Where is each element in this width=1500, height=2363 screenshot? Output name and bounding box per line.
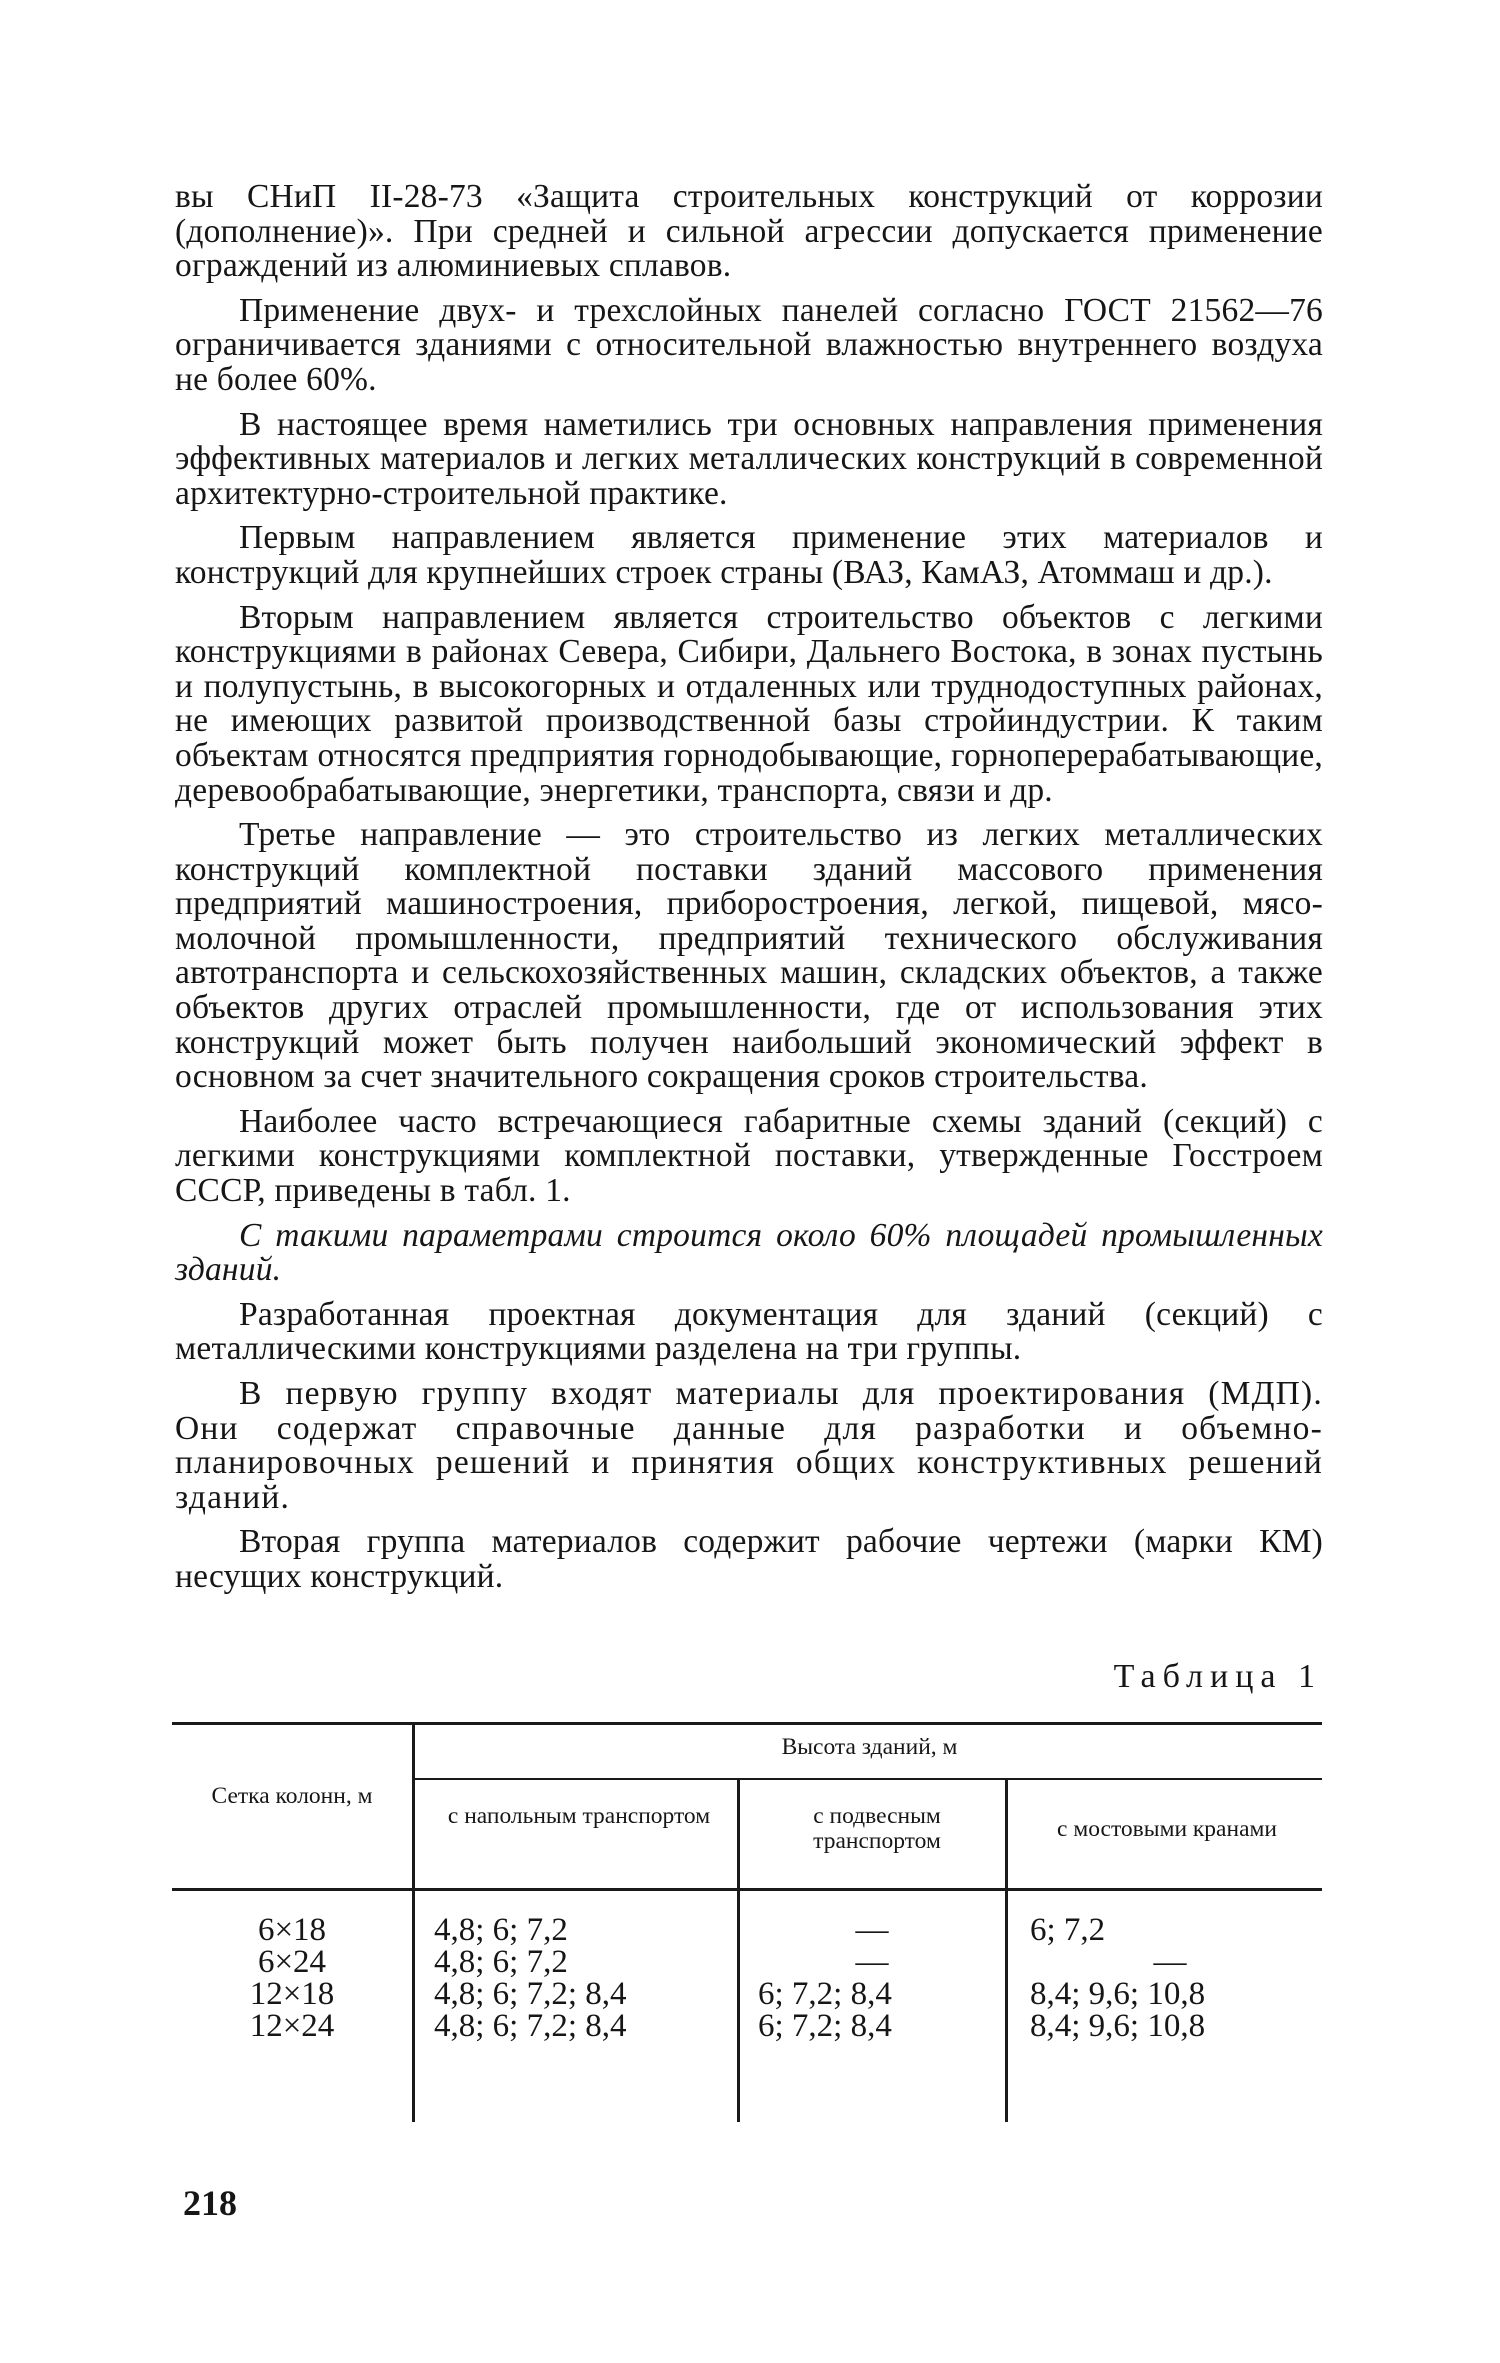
cell-floor-transport: 4,8; 6; 7,2; 8,4 <box>434 1976 627 2012</box>
paragraph: Наиболее часто встречающиеся габаритные схемы зданий (секций) с легкими конструкциями комплектной поставки, утвержденные Госстроем СССР, приведены в табл. 1. <box>175 1102 1323 1210</box>
paragraph: В настоящее время наметились три основных направления применения эффективных материалов и легких металлических конструкций в современной архитектурно-строительной практике. <box>175 405 1323 512</box>
table-header-rule <box>172 1888 1322 1891</box>
subheader-bridge-cranes: с мостовыми кранами <box>1057 1816 1277 1842</box>
cell-suspended-transport: — <box>855 1944 889 1980</box>
page-number: 218 <box>183 2183 237 2223</box>
cell-bridge-cranes: 8,4; 9,6; 10,8 <box>1030 1976 1206 2012</box>
cell-bridge-cranes: 8,4; 9,6; 10,8 <box>1030 2008 1206 2044</box>
cell-floor-transport: 4,8; 6; 7,2; 8,4 <box>434 2008 627 2044</box>
paragraph: Применение двух- и трехслойных панелей согласно ГОСТ 21562—76 ограничивается зданиями с относительной влажностью внутреннего воздуха не более 60%. <box>175 291 1323 398</box>
header-building-height: Высота зданий, м <box>781 1734 958 1760</box>
paragraph: Вторая группа материалов содержит рабочие чертежи (марки КМ) несущих конструкций. <box>175 1523 1323 1595</box>
body-text <box>175 180 1323 1605</box>
table-caption: Таблица 1 <box>1113 1658 1322 1695</box>
table-column-divider <box>737 1779 740 2122</box>
paragraph: Вторым направлением является строительство объектов с легкими конструкциями в районах Севера, Сибири, Дальнего Востока, в зонах пустынь и полупустынь, в высокогорных и отдаленных или труднодоступных районах, не имеющих развитой производственной базы стройиндустрии. К таким объектам относятся предприятия горнодобывающие, горноперерабатывающие, деревообрабатывающие, энергетики, транспорта, связи и др. <box>175 598 1323 809</box>
cell-suspended-transport: 6; 7,2; 8,4 <box>758 1976 892 2012</box>
paragraph: Третье направление — это строительство из легких металлических конструкций комплектной поставки зданий массового применения предприятий машиностроения, приборостроения, легкой, пищевой, мясо-молочной промышленности, предприятий технического обслуживания автотранспорта и сельскохозяйственных машин, складских объектов, а также объектов других отраслей промышленности, где от использования этих конструкций может быть получен наибольший экономический эффект в основном за счет значительного сокращения сроков строительства. <box>175 816 1323 1096</box>
data-table <box>172 1722 1322 2122</box>
table-column-divider <box>412 1722 415 2122</box>
cell-grid: 6×18 <box>257 1912 327 1948</box>
table-subheader-rule <box>414 1778 1322 1780</box>
paragraph-italic: С такими параметрами строится около 60% площадей промышленных зданий. <box>175 1216 1323 1289</box>
cell-bridge-cranes: 6; 7,2 <box>1030 1912 1106 1948</box>
paragraph: вы СНиП II-28-73 «Защита строительных конструкций от коррозии (дополнение)». При средней и сильной агрессии допускается применение ограждений из алюминиевых сплавов. <box>175 178 1323 285</box>
cell-floor-transport: 4,8; 6; 7,2 <box>434 1912 568 1948</box>
cell-suspended-transport: — <box>855 1912 889 1948</box>
cell-grid: 12×18 <box>249 1976 335 2012</box>
cell-grid: 12×24 <box>249 2008 335 2044</box>
paragraph: В первую группу входят материалы для проектирования (МДП). Они содержат справочные данные для разработки и объемно-планировочных решений и принятия общих конструктивных решений зданий. <box>175 1375 1323 1516</box>
cell-grid: 6×24 <box>257 1944 327 1980</box>
header-column-grid: Сетка колонн, м <box>211 1783 373 1809</box>
table-column-divider <box>1005 1779 1008 2122</box>
subheader-floor-transport: с напольным транспортом <box>447 1803 711 1829</box>
cell-bridge-cranes: — <box>1153 1944 1187 1980</box>
cell-floor-transport: 4,8; 6; 7,2 <box>434 1944 568 1980</box>
table-top-rule <box>172 1722 1322 1725</box>
paragraph: Первым направлением является применение этих материалов и конструкций для крупнейших строек страны (ВАЗ, КамАЗ, Атоммаш и др.). <box>175 519 1323 591</box>
cell-suspended-transport: 6; 7,2; 8,4 <box>758 2008 892 2044</box>
paragraph: Разработанная проектная документация для зданий (секций) с металлическими конструкциями разделена на три группы. <box>175 1295 1323 1368</box>
subheader-suspended-transport: с подвесным транспортом <box>813 1803 941 1854</box>
